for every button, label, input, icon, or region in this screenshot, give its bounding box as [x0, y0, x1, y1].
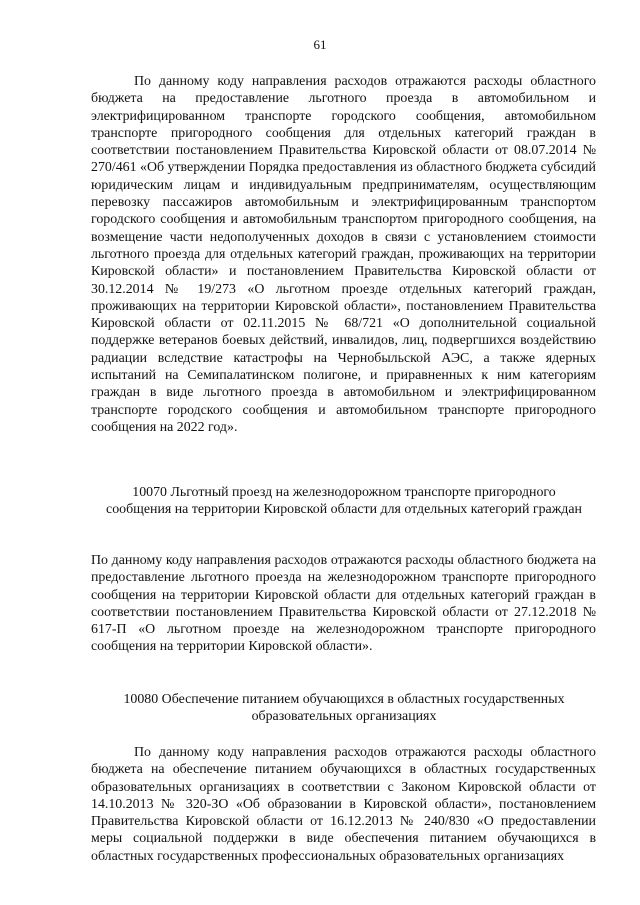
section-heading-10070: 10070 Льготный проезд на железнодорожном транспорте пригородного сообщения на территории Кировской области для отдельных категорий граждан [106, 485, 582, 518]
paragraph-expenses-railway: По данному коду направления расходов отражаются расходы областного бюджета на предоставление льготного проезда на железнодорожном транспорте пригородного сообщения на территории Кировской области для отдельных категорий граждан в соответствии постановлением Правительства Кировской области от 27.12.2018 № 617-П «О льготном проезде на железнодорожном транспорте пригородного сообщения на территории Кировской области». [91, 553, 596, 655]
paragraph-expenses-transport: По данному коду направления расходов отражаются расходы областного бюджета на предоставление льготного проезда в автомобильном и электрифицированном транспорте городского сообщения, автомобильном транспорте пригородного сообщения для отдельных категорий граждан в соответствии постановлением Правительства Кировской области от 08.07.2014 № 270/461 «Об утверждении Порядка предоставления из областного бюджета субсидий юридическим лицам и индивидуальным предпринимателям, осуществляющим перевозку пассажиров автомобильным и электрифицированным транспортом городского сообщения и автомобильным транспортом пригородного сообщения, на возмещение части недополученных доходов в связи с установлением стоимости льготного проезда для отдельных категорий граждан, проживающих на территории Кировской области» и постановлением Правительства Кировской области от 30.12.2014 № 19/273 «О льготном проезде отдельных категорий граждан, проживающих на территории Кировской области», постановлением Правительства Кировской области от 02.11.2015 № 68/721 «О дополнительной социальной поддержке ветеранов боевых действий, инвалидов, лиц, подвергшихся воздействию радиации вследствие катастрофы на Чернобыльской АЭС, а также ядерных испытаний на Семипалатинском полигоне, и приравненных к ним категориям граждан в виде льготного проезда в автомобильном и электрифицированном транспорте городского сообщения и автомобильном транспорте пригородного сообщения на 2022 год». [91, 74, 596, 435]
paragraph-expenses-meals: По данному коду направления расходов отражаются расходы областного бюджета на обеспечение питанием обучающихся в областных государственных образовательных организациях в соответствии с Законом Кировской области от 14.10.2013 № 320-ЗО «Об образовании в Кировской области», постановлением Правительства Кировской области от 16.12.2013 № 240/830 «О предоставлении меры социальной поддержки в виде обеспечения питанием обучающихся в областных государственных профессиональных образовательных организациях [91, 745, 596, 864]
page-number: 61 [313, 37, 327, 52]
section-heading-10080: 10080 Обеспечение питанием обучающихся в областных государственных образовательных организациях [123, 692, 565, 725]
